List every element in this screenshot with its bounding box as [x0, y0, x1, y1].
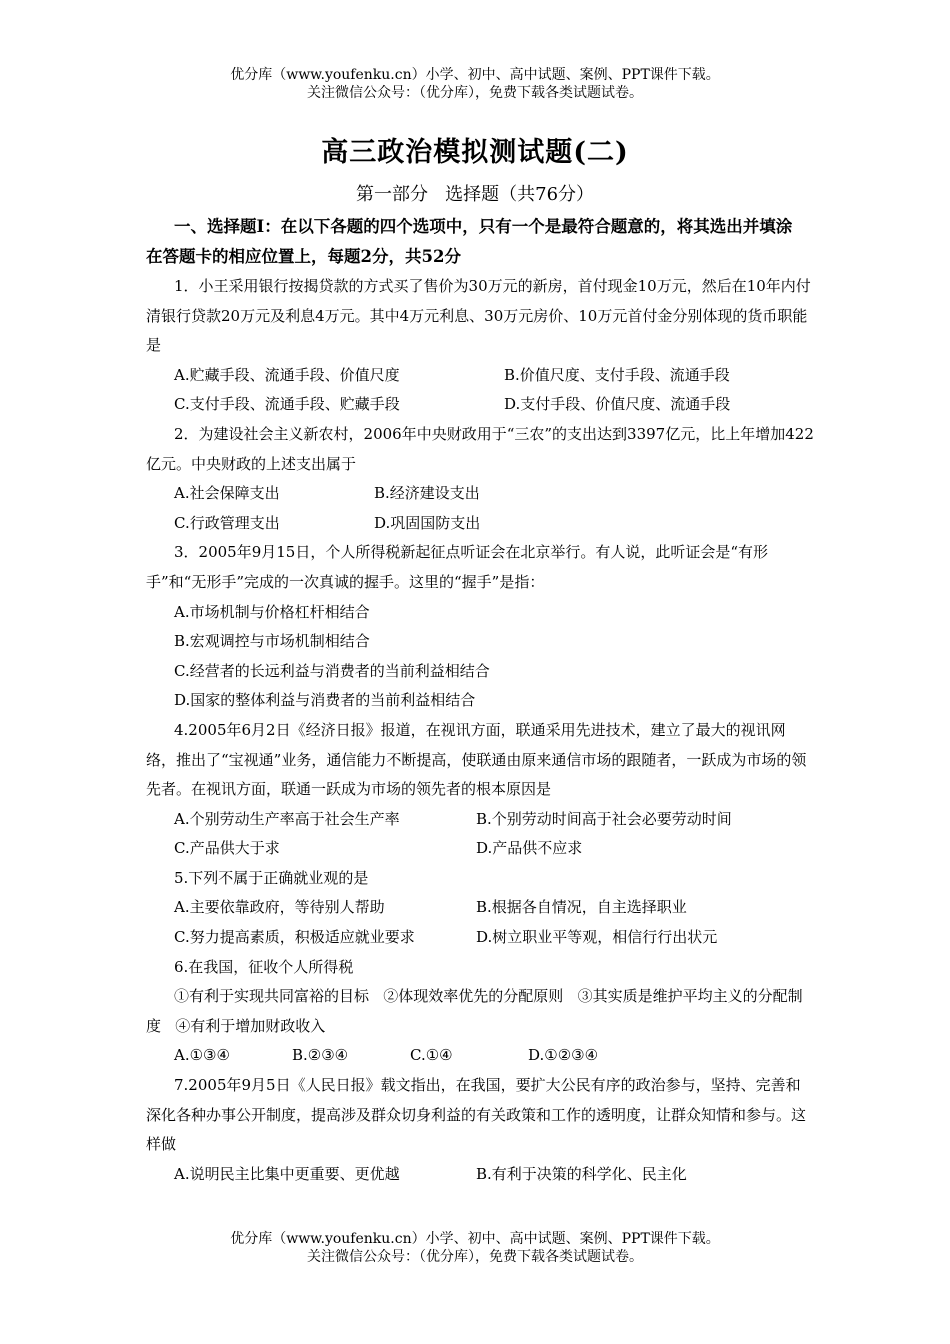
question-6-option-c: C.①④ — [410, 1046, 453, 1065]
question-5-option-c: C.努力提高素质，积极适应就业要求 — [174, 928, 415, 947]
question-4-option-b: B.个别劳动时间高于社会必要劳动时间 — [476, 809, 732, 828]
question-2-options-row-2 — [146, 509, 814, 539]
page-footer — [0, 1230, 950, 1266]
question-6-options — [146, 1041, 814, 1071]
question-1-stem: 1．小王采用银行按揭贷款的方式买了售价为30万元的新房，首付现金10万元，然后在10年内付清银行贷款20万元及利息4万元。其中4万元利息、30万元房价、10万元首付金分别体现的货币职能是 — [146, 277, 811, 355]
question-6-option-b: B.②③④ — [292, 1046, 349, 1065]
question-2-option-a: A.社会保障支出 — [174, 484, 280, 503]
question-5-option-b: B.根据各自情况，自主选择职业 — [476, 898, 687, 917]
question-5-stem: 5.下列不属于正确就业观的是 — [174, 868, 369, 887]
question-4-options-row-2 — [146, 834, 814, 864]
question-1-option-c: C.支付手段、流通手段、贮藏手段 — [174, 395, 400, 414]
footer-line-1: 优分库（www.youfenku.cn）小学、初中、高中试题、案例、PPT课件下载。 — [230, 1231, 720, 1247]
question-3-option-a: A.市场机制与价格杠杆相结合 — [174, 602, 370, 621]
question-2-stem: 2．为建设社会主义新农村，2006年中央财政用于“三农”的支出达到3397亿元，比上年增加422亿元。中央财政的上述支出属于 — [146, 424, 814, 473]
question-5-options-row-1 — [146, 893, 814, 923]
question-5-option-d: D.树立职业平等观，相信行行出状元 — [476, 928, 718, 947]
question-7-stem: 7.2005年9月5日《人民日报》载文指出，在我国，要扩大公民有序的政治参与，坚持、完善和深化各种办事公开制度，提高涉及群众切身利益的有关政策和工作的透明度，让群众知情和参与。这样做 — [146, 1076, 807, 1154]
question-1-options-row-2 — [146, 390, 814, 420]
question-2-options-row-1 — [146, 479, 814, 509]
question-1-option-d: D.支付手段、价值尺度、流通手段 — [504, 395, 731, 414]
question-6-statements: ①有利于实现共同富裕的目标 ②体现效率优先的分配原则 ③其实质是维护平均主义的分配制度 ④有利于增加财政收入 — [146, 987, 803, 1035]
question-2-option-d: D.巩固国防支出 — [374, 513, 481, 532]
question-7-option-a: A.说明民主比集中更重要、更优越 — [174, 1164, 400, 1183]
question-3-stem: 3．2005年9月15日，个人所得税新起征点听证会在北京举行。有人说，此听证会是“有形手”和“无形手”完成的一次真诚的握手。这里的“握手”是指： — [146, 543, 769, 591]
question-3-option-b: B.宏观调控与市场机制相结合 — [174, 632, 370, 651]
question-list — [146, 272, 814, 1189]
section-instructions: 一、选择题I：在以下各题的四个选项中，只有一个是最符合题意的，将其选出并填涂在答题卡的相应位置上，每题2分，共52分 — [146, 217, 793, 266]
question-4-stem: 4.2005年6月2日《经济日报》报道，在视讯方面，联通采用先进技术，建立了最大的视讯网络，推出了“宝视通”业务，通信能力不断提高，使联通由原来通信市场的跟随者，一跃成为市场的领先者。在视讯方面，联通一跃成为市场的领先者的根本原因是 — [146, 720, 807, 799]
question-3-option-c: C.经营者的长远利益与消费者的当前利益相结合 — [174, 661, 490, 680]
question-1-option-b: B.价值尺度、支付手段、流通手段 — [504, 365, 730, 384]
question-7-options-row-1 — [146, 1160, 814, 1190]
question-1-option-a: A.贮藏手段、流通手段、价值尺度 — [174, 365, 400, 384]
section-subtitle: 第一部分 选择题（共76分） — [355, 184, 595, 205]
question-2-option-b: B.经济建设支出 — [374, 484, 480, 503]
question-4-options-row-1 — [146, 805, 814, 835]
question-6-option-d: D.①②③④ — [528, 1046, 599, 1065]
question-4-option-a: A.个别劳动生产率高于社会生产率 — [174, 809, 400, 828]
question-5-options-row-2 — [146, 923, 814, 953]
footer-line-2: 关注微信公众号：（优分库），免费下载各类试题试卷。 — [307, 1249, 643, 1265]
page-header — [0, 66, 950, 102]
question-2-option-c: C.行政管理支出 — [174, 513, 280, 532]
question-5-option-a: A.主要依靠政府，等待别人帮助 — [174, 898, 385, 917]
page-title: 高三政治模拟测试题(二) — [321, 137, 629, 168]
header-line-1: 优分库（www.youfenku.cn）小学、初中、高中试题、案例、PPT课件下载。 — [230, 67, 720, 83]
header-line-2: 关注微信公众号：（优分库），免费下载各类试题试卷。 — [307, 85, 643, 101]
question-4-option-d: D.产品供不应求 — [476, 839, 583, 858]
question-3-option-d: D.国家的整体利益与消费者的当前利益相结合 — [174, 691, 476, 710]
question-6-option-a: A.①③④ — [174, 1046, 230, 1065]
question-4-option-c: C.产品供大于求 — [174, 839, 280, 858]
question-6-stem: 6.在我国，征收个人所得税 — [174, 957, 354, 976]
question-7-option-b: B.有利于决策的科学化、民主化 — [476, 1164, 687, 1183]
question-1-options-row-1 — [146, 361, 814, 391]
question-3-options — [146, 598, 814, 716]
